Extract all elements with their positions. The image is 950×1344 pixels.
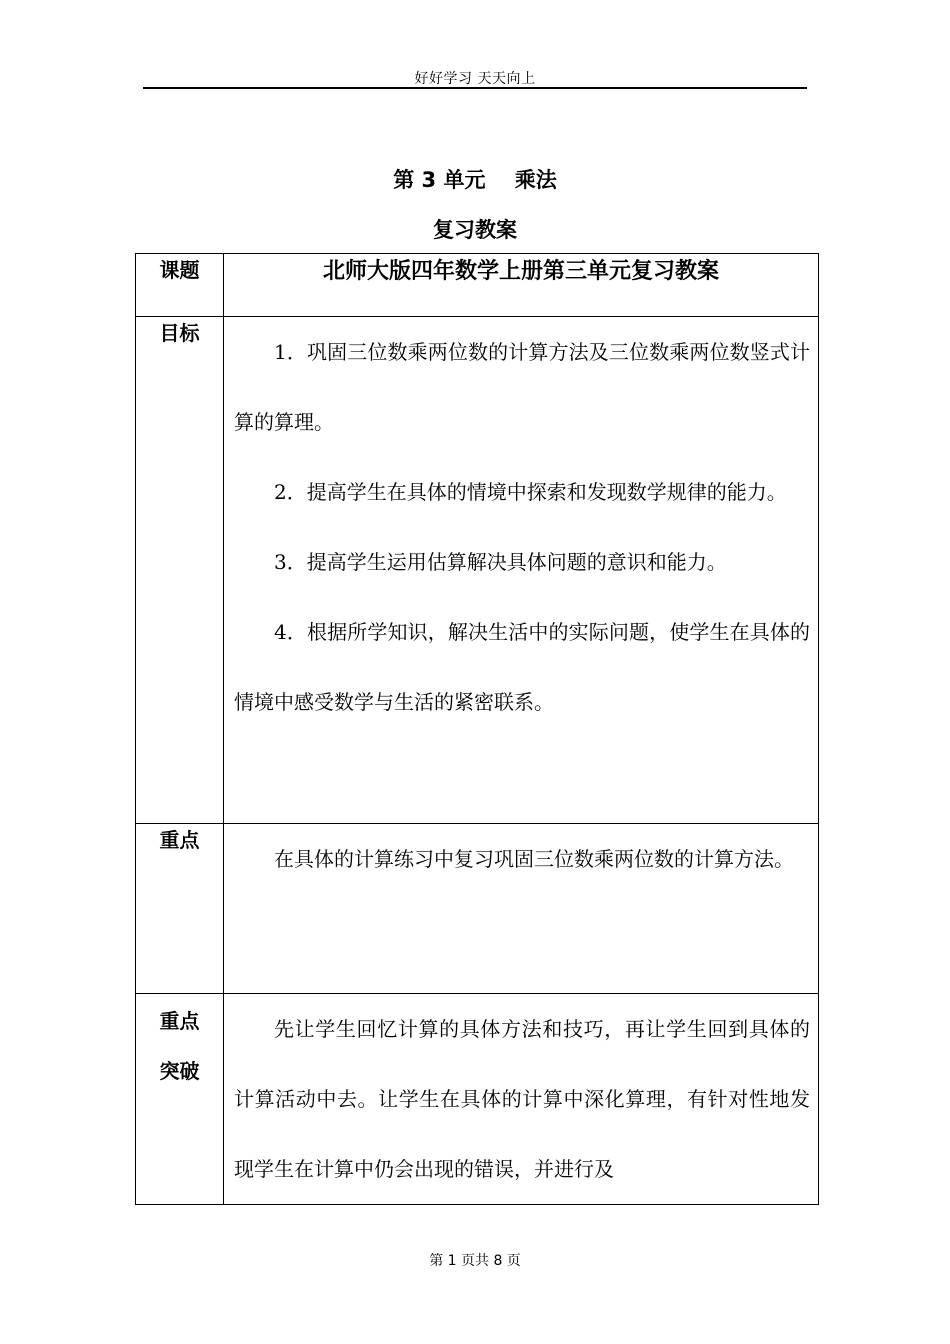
breakthrough-label-line2: 突破 [159, 1059, 200, 1083]
objective-item-3: 3．提高学生运用估算解决具体问题的意识和能力。 [274, 550, 727, 574]
header-divider [143, 87, 807, 89]
objectives-label: 目标 [136, 317, 224, 824]
document-subtitle: 复习教案 [433, 218, 517, 242]
table-row-breakthrough [136, 994, 819, 1205]
keypoint-label: 重点 [136, 824, 224, 994]
breakthrough-text: 先让学生回忆计算的具体方法和技巧，再让学生回到具体的计算活动中去。让学生在具体的计算中深化算理，有针对性地发现学生在计算中仍会出现的错误，并进行及 [234, 1017, 810, 1181]
keypoint-text: 在具体的计算练习中复习巩固三位数乘两位数的计算方法。 [274, 847, 794, 871]
table-row-keypoint [136, 824, 819, 994]
breakthrough-label-line1: 重点 [159, 1009, 200, 1033]
objectives-cell [224, 317, 819, 824]
page-footer-number: 第 1 页共 8 页 [429, 1253, 521, 1269]
table-row-objectives [136, 317, 819, 824]
keypoint-cell [224, 824, 819, 994]
objective-item-2: 2．提高学生在具体的情境中探索和发现数学规律的能力。 [274, 480, 787, 504]
breakthrough-cell [224, 994, 819, 1205]
objective-item-1: 1．巩固三位数乘两位数的计算方法及三位数乘两位数竖式计算的算理。 [234, 340, 810, 434]
unit-title: 第 3 单元 乘法 [393, 168, 557, 192]
lesson-plan-table [135, 253, 819, 1205]
subject-label: 课题 [136, 254, 224, 317]
page-header-text: 好好学习 天天向上 [414, 71, 536, 87]
subject-value: 北师大版四年数学上册第三单元复习教案 [224, 254, 819, 317]
table-row-subject [136, 254, 819, 317]
objective-item-4: 4．根据所学知识，解决生活中的实际问题，使学生在具体的情境中感受数学与生活的紧密联系。 [234, 620, 810, 714]
breakthrough-label [136, 994, 224, 1205]
